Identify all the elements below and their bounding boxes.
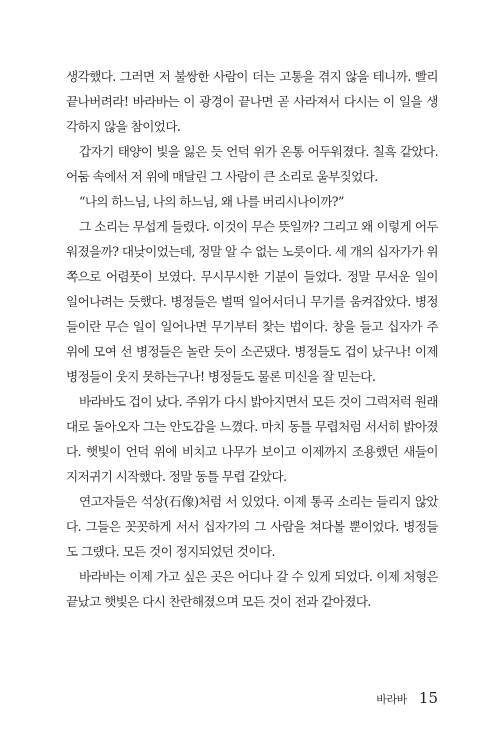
page-footer — [376, 689, 438, 707]
paragraph: 연고자들은 석상(石像)처럼 서 있었다. 이제 통곡 소리는 들리지 않았다. 그들은 꼿꼿하게 서서 십자가의 그 사람을 쳐다볼 뿐이었다. 병정들도 그랬다. 모든 것이 정지되었던 것이다. — [66, 494, 438, 559]
paragraph: 바라바도 겁이 났다. 주위가 다시 밝아지면서 모든 것이 그럭저럭 원래대로 돌아오자 그는 안도감을 느꼈다. 마치 동틀 무렵처럼 서서히 밝아졌다. 햇빛이 언덕 위에 비치고 나무가 보이고 이제까지 조용했던 새들이 지저귀기 시작했다. 정말 동틀 무렵 같았다. — [66, 394, 438, 484]
quoted-line: “나의 하느님, 나의 하느님, 왜 나를 버리시나이까?” — [79, 194, 344, 209]
paragraph: 그 소리는 무섭게 들렸다. 이것이 무슨 뜻일까? 그리고 왜 이렇게 어두워졌을까? 대낮이었는데, 정말 알 수 없는 노릇이다. 세 개의 십자가가 위쪽으로 어렴풋이 보였다. 무시무시한 기분이 들었다. 정말 무서운 일이 일어나려는 듯했다. 병정들은 벌떡 일어서더니 무기를 움켜잡았다. 병정들이란 무슨 일이 일어나면 무기부터 찾는 법이다. 창을 들고 십자가 주위에 모여 선 병정들은 놀란 듯이 소곤댔다. 병정들도 겁이 났구나! 이제 병정들이 웃지 못하는구나! 병정들도 물론 미신을 잘 믿는다. — [66, 219, 438, 384]
running-head: 바라바 — [376, 693, 407, 706]
paragraph: 생각했다. 그러면 저 불쌍한 사람이 더는 고통을 겪지 않을 테니까. 빨리 끝나버려라! 바라바는 이 광경이 끝나면 곧 사라져서 다시는 이 일을 생각하지 않을 참이었다. — [66, 69, 438, 134]
paragraph: 갑자기 태양이 빛을 잃은 듯 언덕 위가 온통 어두워졌다. 칠흑 같았다. 어둠 속에서 저 위에 매달린 그 사람이 큰 소리로 울부짖었다. — [66, 144, 438, 184]
paragraph: 바라바는 이제 가고 싶은 곳은 어디나 갈 수 있게 되었다. 이제 처형은 끝났고 햇빛은 다시 찬란해졌으며 모든 것이 전과 같아졌다. — [66, 569, 438, 609]
page-number: 15 — [418, 689, 438, 707]
body-text — [66, 64, 438, 614]
